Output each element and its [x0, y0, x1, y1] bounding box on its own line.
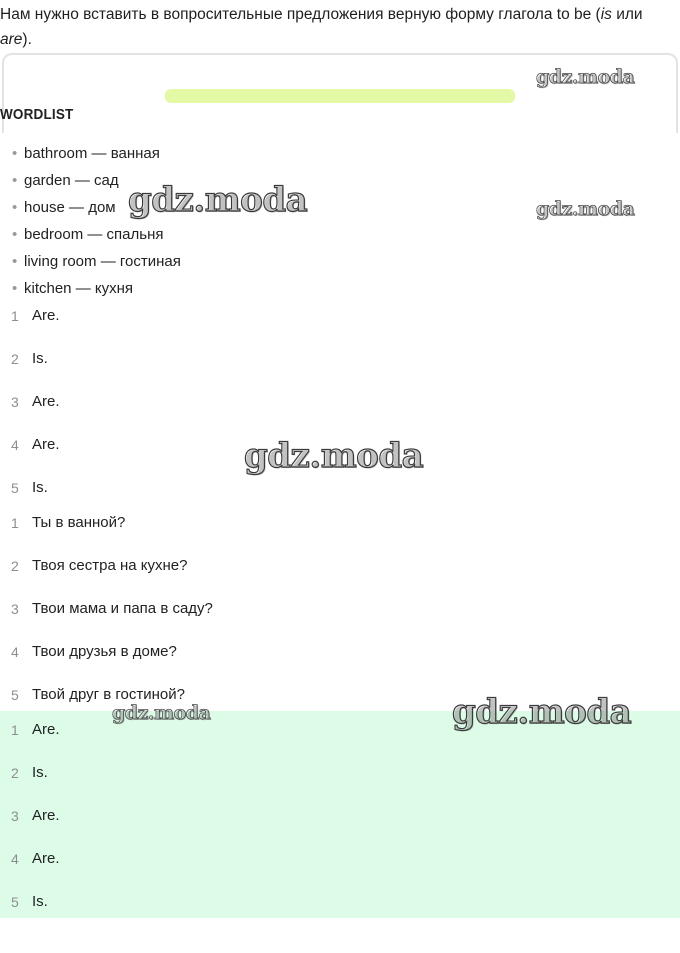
answer-row: [0, 805, 680, 848]
row-number: 2: [11, 558, 19, 574]
bullet-icon: •: [12, 226, 18, 243]
bullet-icon: •: [12, 280, 18, 297]
wordlist-item: • living room — гостиная: [0, 248, 181, 275]
wordlist-item: • bedroom — спальня: [0, 221, 181, 248]
answer-row: [0, 891, 680, 934]
row-text: Are.: [32, 807, 60, 824]
answer-row: [0, 305, 680, 348]
answers-list-2: [0, 719, 680, 934]
watermark: gdz.moda: [536, 198, 635, 220]
row-text: Is.: [32, 764, 48, 781]
row-number: 1: [11, 515, 19, 531]
wordlist-item: • house — дом: [0, 194, 181, 221]
row-text: Твои друзья в доме?: [32, 643, 177, 660]
row-number: 4: [11, 851, 19, 867]
row-number: 3: [11, 394, 19, 410]
row-text: Are.: [32, 850, 60, 867]
row-number: 1: [11, 722, 19, 738]
intro-text-end: ).: [22, 31, 32, 48]
answers-list-1: [0, 305, 680, 520]
watermark: gdz.moda: [536, 66, 635, 88]
translation-row: [0, 512, 680, 555]
intro-text-or: или: [611, 6, 643, 23]
translation-row: [0, 598, 680, 641]
row-text: Is.: [32, 479, 48, 496]
row-number: 4: [11, 644, 19, 660]
watermark: gdz.moda: [452, 692, 632, 732]
watermark: gdz.moda: [244, 436, 424, 476]
row-number: 3: [11, 601, 19, 617]
translation-row: [0, 555, 680, 598]
highlight-bar: [165, 89, 515, 103]
row-text: Are.: [32, 721, 60, 738]
row-text: Are.: [32, 307, 60, 324]
intro-is-word: is: [600, 6, 612, 23]
row-number: 5: [11, 894, 19, 910]
bullet-icon: •: [12, 199, 18, 216]
bullet-icon: •: [12, 172, 18, 189]
answer-row: [0, 762, 680, 805]
answer-row: [0, 348, 680, 391]
row-text: Твоя сестра на кухне?: [32, 557, 188, 574]
wordlist-item: • garden — сад: [0, 167, 181, 194]
row-text: Твои мама и папа в саду?: [32, 600, 213, 617]
wordlist-item: • bathroom — ванная: [0, 140, 181, 167]
translation-row: [0, 641, 680, 684]
bullet-icon: •: [12, 253, 18, 270]
answer-row: [0, 391, 680, 434]
row-text: Are.: [32, 436, 60, 453]
row-text: Is.: [32, 350, 48, 367]
bullet-icon: •: [12, 145, 18, 162]
row-text: Ты в ванной?: [32, 514, 126, 531]
watermark: gdz.moda: [112, 702, 211, 724]
row-number: 2: [11, 351, 19, 367]
row-number: 4: [11, 437, 19, 453]
row-text: Твой друг в гостиной?: [32, 686, 185, 703]
row-text: Is.: [32, 893, 48, 910]
row-text: Are.: [32, 393, 60, 410]
row-number: 3: [11, 808, 19, 824]
row-number: 2: [11, 765, 19, 781]
wordlist: [0, 140, 181, 302]
row-number: 1: [11, 308, 19, 324]
row-number: 5: [11, 480, 19, 496]
row-number: 5: [11, 687, 19, 703]
answer-row: [0, 848, 680, 891]
wordlist-title: WORDLIST: [0, 106, 74, 123]
intro-are-word: are: [0, 31, 23, 48]
intro-text-start: Нам нужно вставить в вопросительные предложения верную форму глагола to be (: [0, 6, 601, 23]
watermark: gdz.moda: [128, 180, 308, 220]
intro-text: [0, 2, 680, 52]
wordlist-item: • kitchen — кухня: [0, 275, 181, 302]
